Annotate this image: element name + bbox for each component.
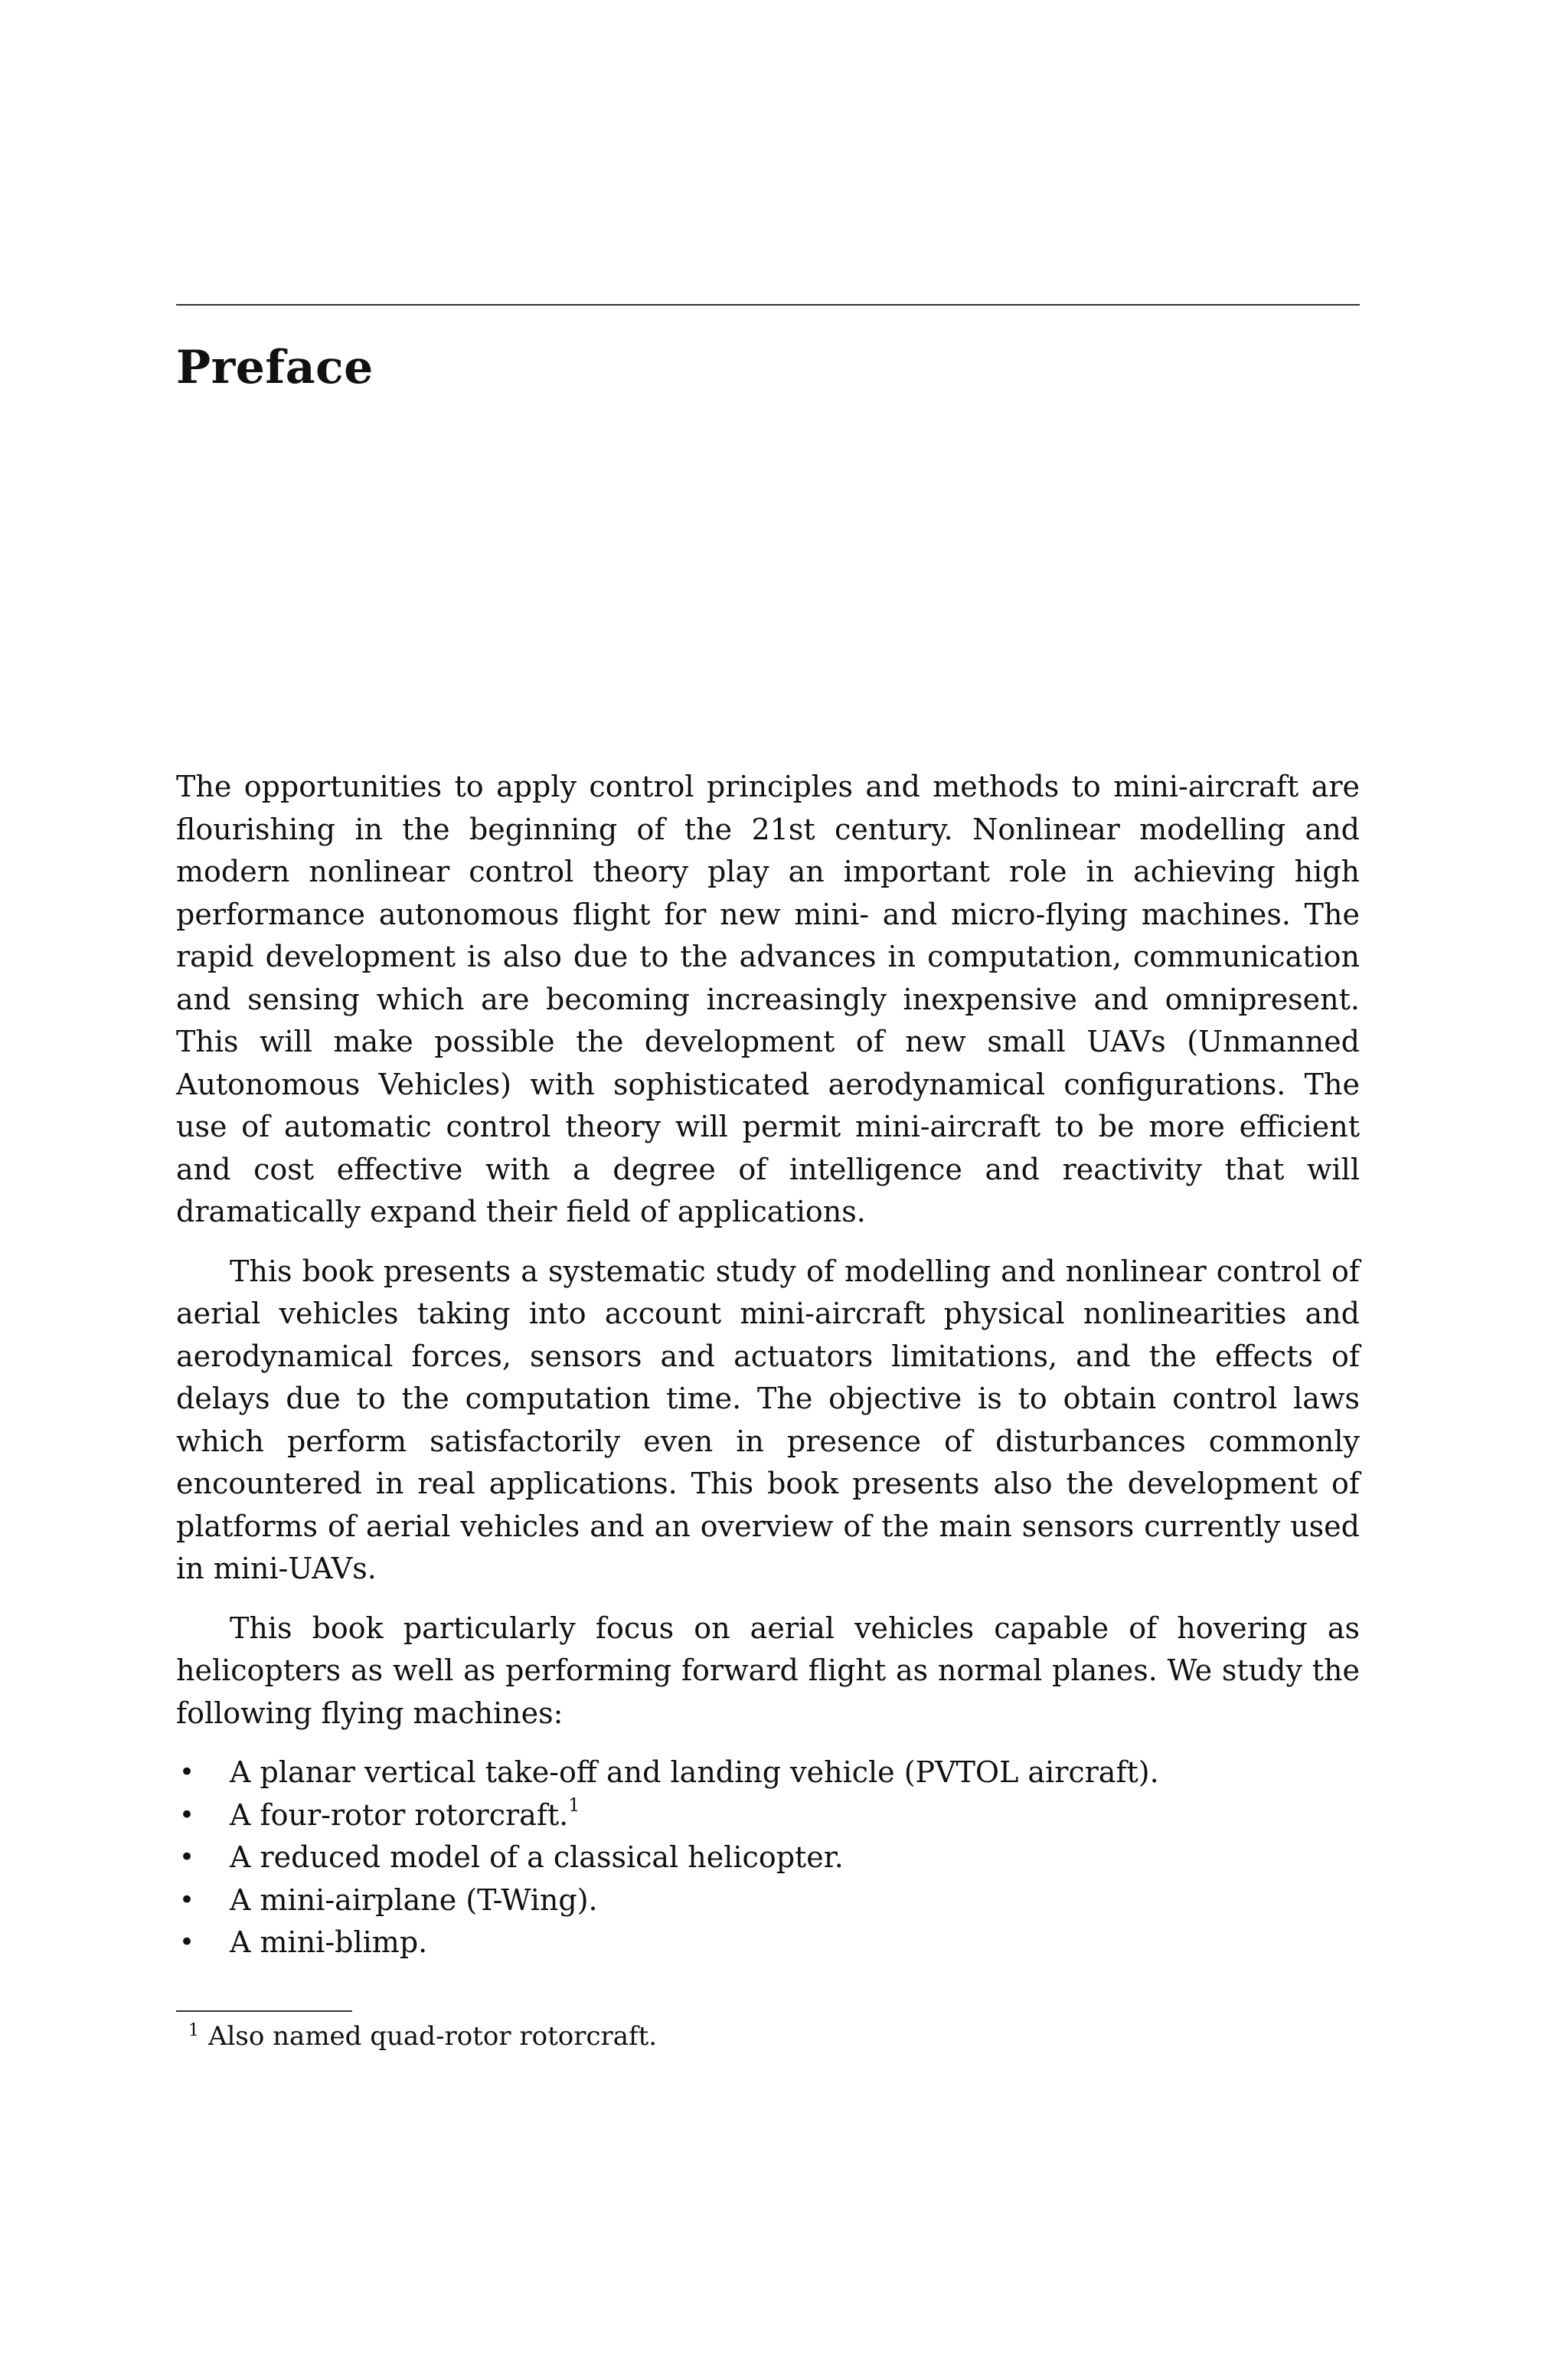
chapter-top-rule [176, 304, 1360, 306]
list-item [176, 1922, 1360, 1964]
footnote-reference[interactable]: 1 [568, 1794, 580, 1816]
paragraph-focus: This book particularly focus on aerial vehicles capable of hovering as helicopters as well as performing forward flight as normal planes. We study the following flying machines: [176, 1611, 1360, 1730]
list-item-text: A mini-blimp. [230, 1925, 428, 1959]
list-item-text: A planar vertical take-off and landing vehicle (PVTOL aircraft). [230, 1755, 1159, 1789]
paragraph-intro: The opportunities to apply control principles and methods to mini-aircraft are flourishing in the beginning of the 21st century. Nonlinear modelling and modern nonlinear control theory play an important role in achieving high performance autonomous flight for new mini- and micro-flying machines. The rapid development is also due to the advances in computation, communication and sensing which are becoming increasingly inexpensive and omnipresent. This will make possible the development of new small UAVs (Unmanned Autonomous Vehicles) with sophisticated aerodynamical configurations. The use of automatic control theory will permit mini-aircraft to be more efficient and cost effective with a degree of intelligence and reactivity that will dramatically expand their field of applications. [176, 770, 1360, 1228]
paragraph-book-scope: This book presents a systematic study of modelling and nonlinear control of aerial vehicles taking into account mini-aircraft physical nonlinearities and aerodynamical forces, sensors and actuators limitations, and the effects of delays due to the computation time. The objective is to obtain control laws which perform satisfactorily even in presence of disturbances commonly encountered in real applications. This book presents also the development of platforms of aerial vehicles and an overview of the main sensors currently used in mini-UAVs. [176, 1254, 1360, 1585]
list-item-text: A four-rotor rotorcraft. [230, 1797, 569, 1832]
preface-body [176, 766, 1360, 1964]
bullet-icon: • [179, 1799, 195, 1830]
list-item-text: A mini-airplane (T-Wing). [230, 1882, 598, 1917]
bullet-icon: • [179, 1927, 195, 1958]
list-item [176, 1751, 1360, 1794]
bullet-icon: • [179, 1884, 195, 1915]
list-item [176, 1837, 1360, 1879]
list-item [176, 1879, 1360, 1922]
list-item [176, 1794, 1360, 1837]
footnote-number: 1 [188, 2021, 199, 2040]
footnote-text: Also named quad-rotor rotorcraft. [208, 2021, 658, 2052]
chapter-title: Preface [176, 341, 374, 394]
list-item-text: A reduced model of a classical helicopter. [230, 1840, 844, 1874]
bullet-icon: • [179, 1842, 195, 1872]
footnote [176, 2019, 657, 2058]
flying-machines-list [176, 1751, 1360, 1964]
bullet-icon: • [179, 1757, 195, 1787]
footnote-separator [176, 2010, 352, 2012]
